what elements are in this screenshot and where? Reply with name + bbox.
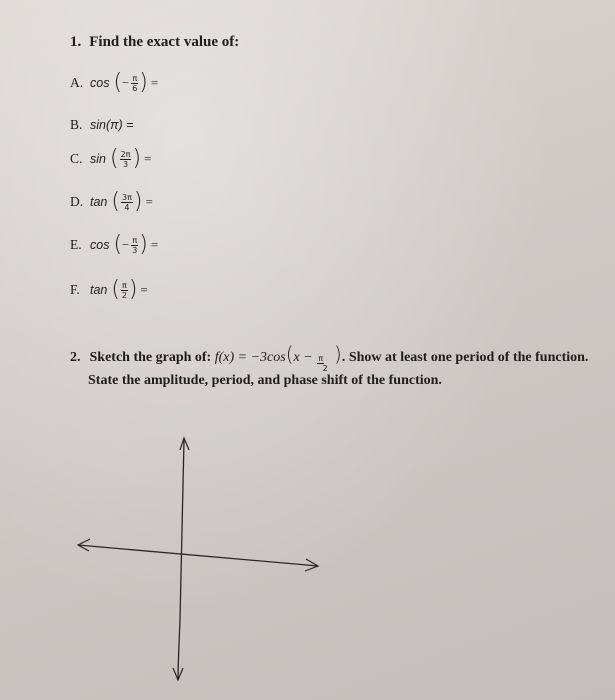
item-e-fraction: $\frac{\pi}{3}$ (132, 235, 138, 255)
item-d: D. tan ( $\frac{3\pi}{4}$ ) = (70, 189, 153, 214)
close-paren: ) (139, 70, 148, 95)
x-axis-line (78, 545, 318, 566)
question-2-suffix: . Show at least one period of the function. (341, 350, 589, 365)
question-2-fraction: π 2 (318, 354, 328, 373)
item-a-func: cos (90, 76, 110, 90)
item-a: A. cos ( − $\frac{\pi}{6}$ ) = (70, 70, 159, 95)
item-f-fraction: $\frac{\pi}{2}$ (121, 280, 127, 300)
item-c-func: sin (90, 152, 106, 166)
question-2-prefix: Sketch the graph of: (89, 350, 212, 365)
item-b-expr: sin(π) = (90, 118, 134, 132)
y-axis-line (178, 440, 184, 680)
item-f-letter: F. (70, 282, 80, 297)
item-d-letter: D. (70, 194, 84, 209)
question-1-number: 1. (70, 34, 82, 50)
item-a-fraction: $\frac{\pi}{6}$ (132, 73, 138, 93)
item-d-fraction: $\frac{3\pi}{4}$ (121, 192, 132, 212)
question-1-title: Find the exact value of: (89, 34, 240, 50)
item-d-func: tan (90, 195, 108, 209)
item-e-func: cos (90, 238, 110, 252)
item-f: F. tan ( $\frac{\pi}{2}$ ) = (70, 277, 148, 302)
item-e: E. cos ( − $\frac{\pi}{3}$ ) = (70, 232, 159, 257)
item-f-func: tan (90, 283, 108, 297)
item-c-fraction: $\frac{2\pi}{3}$ (120, 149, 131, 169)
item-a-letter: A. (70, 75, 84, 90)
question-2-function: f(x) = −3cos (214, 350, 286, 365)
question-2-line-2: State the amplitude, period, and phase shift of the function. (88, 373, 442, 388)
question-2-inner: x − (293, 350, 313, 365)
question-2-number: 2. (70, 350, 81, 365)
question-2-line-1: 2. Sketch the graph of: f(x) = −3cos(x − π 2 ). Show at least one period of the function. (70, 342, 589, 373)
item-e-sign: − (122, 237, 130, 252)
item-a-sign: − (122, 75, 130, 90)
open-paren: ( (113, 70, 123, 95)
item-c-letter: C. (70, 151, 83, 166)
item-e-letter: E. (70, 237, 82, 252)
item-c: C. sin ( $\frac{2\pi}{3}$ ) = (70, 146, 152, 171)
item-b-letter: B. (70, 117, 83, 132)
